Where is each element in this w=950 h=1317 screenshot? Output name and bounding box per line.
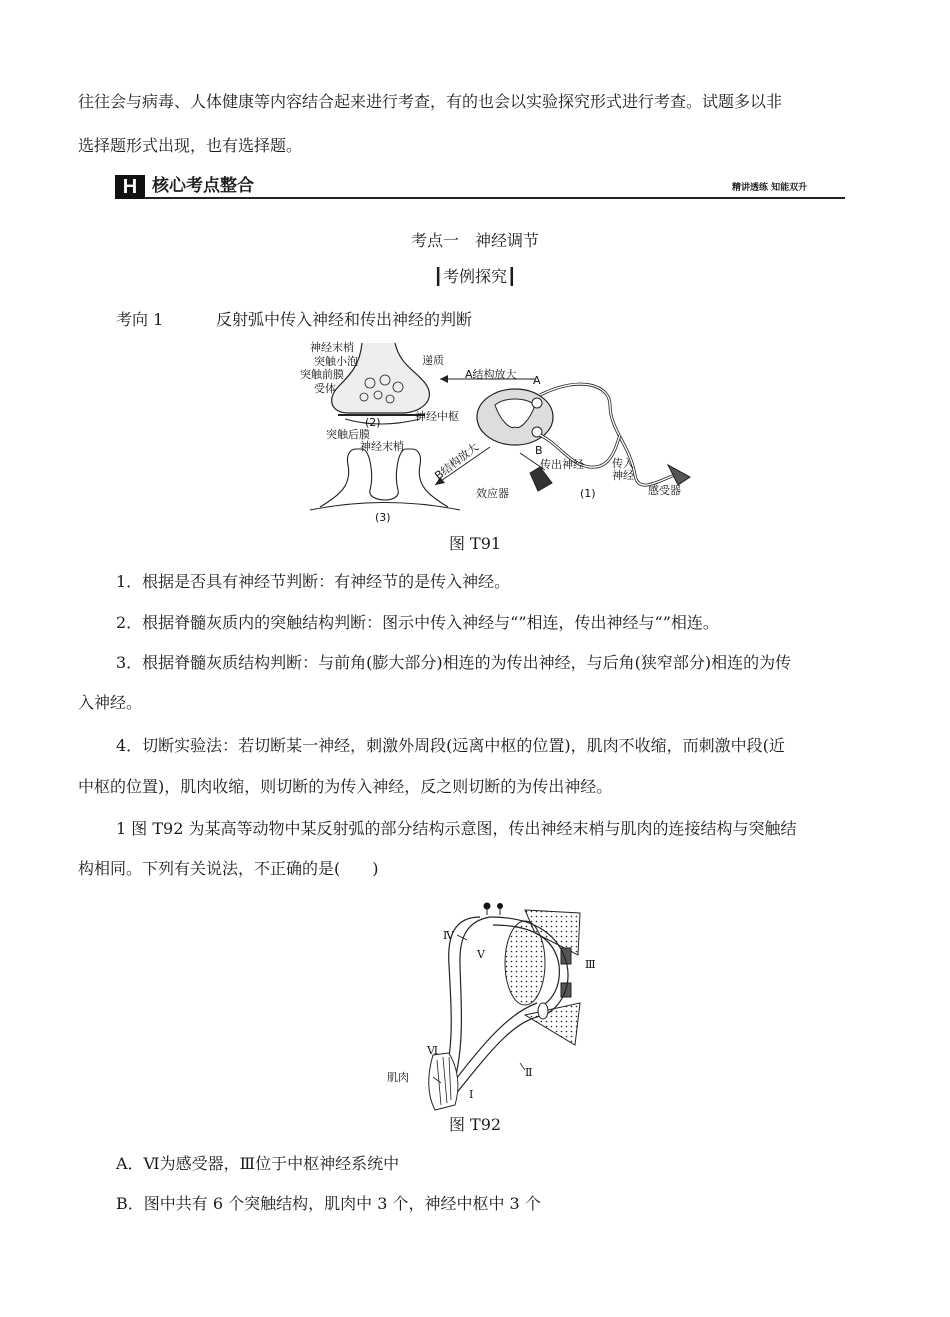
label-v: Ⅴ [477,948,485,961]
label-receptor: 受体 [314,382,336,395]
label-i: Ⅰ [469,1088,474,1101]
intro-line-1: 往往会与病毒、人体健康等内容结合起来进行考查，有的也会以实验探究形式进行考查。试题多以非 [78,92,783,111]
banner-slogan: 精讲透练 知能双升 [732,183,808,193]
label-vesicle: 突触小泡 [314,355,358,368]
label-part-1: (1) [580,487,596,500]
section-letter-badge: H [115,175,145,199]
point-1: 1．根据是否具有神经节判断：有神经节的是传入神经。 [116,572,511,591]
figure-t92 [385,895,615,1115]
label-a: A [533,374,541,387]
banner-divider [145,197,845,199]
section-title: 考点一 神经调节 [410,231,539,250]
banner-title: 核心考点整合 [152,176,254,196]
label-effector: 效应器 [476,487,509,500]
label-nerve-end-2: 神经末梢 [360,440,404,453]
point-4-line-1: 4．切断实验法：若切断某一神经，刺激外周段(远离中枢的位置)，肌肉不收缩，而刺激中段(近 [116,736,785,755]
label-iii: Ⅲ [585,958,596,971]
label-sensor: 感受器 [648,484,681,497]
point-2: 2．根据脊髓灰质内的突触结构判断：图示中传入神经与“”相连，传出神经与“”相连。 [116,613,719,632]
direction-title: 反射弧中传入神经和传出神经的判断 [216,310,473,329]
point-3-line-1: 3．根据脊髓灰质结构判断：与前角(膨大部分)相连的为传出神经，与后角(狭窄部分)相连的为传 [116,653,792,672]
direction-label: 考向 1 [116,310,164,329]
label-center: 神经中枢 [415,410,459,423]
label-iv: Ⅳ [443,929,454,942]
figure-t91 [290,335,710,530]
intro-line-2: 选择题形式出现，也有选择题。 [78,136,303,155]
label-efferent: 传出神经 [540,458,584,471]
label-afferent: 传入神经 [612,457,634,482]
question-line-2: 构相同。下列有关说法，不正确的是( ) [78,859,379,878]
label-transmitter: 递质 [422,354,444,367]
figure-t92-caption: 图 T92 [448,1115,502,1134]
section-subtitle: ┃考例探究┃ [433,267,517,286]
label-pre-membrane: 突触前膜 [300,368,344,381]
label-part-3: (3) [375,511,391,524]
label-b-zoom: B结构放大 [432,440,482,483]
label-post-membrane: 突触后膜 [326,428,370,441]
option-b: B．图中共有 6 个突触结构，肌肉中 3 个，神经中枢中 3 个 [116,1194,541,1213]
point-3-line-2: 入神经。 [78,693,143,712]
point-4-line-2: 中枢的位置)，肌肉收缩，则切断的为传入神经，反之则切断的为传出神经。 [78,777,613,796]
label-ii: Ⅱ [525,1066,533,1079]
label-muscle: 肌肉 [387,1071,409,1084]
label-b: B [535,444,543,457]
figure-t91-caption: 图 T91 [448,534,502,553]
label-nerve-end: 神经末梢 [310,341,354,354]
label-a-zoom: A结构放大 [465,368,517,381]
label-part-2: (2) [365,416,381,429]
label-vi: Ⅵ [427,1044,439,1057]
option-a: A．Ⅵ为感受器，Ⅲ位于中枢神经系统中 [116,1154,400,1173]
question-line-1: 1 图 T92 为某高等动物中某反射弧的部分结构示意图，传出神经末梢与肌肉的连接结构与突触结 [116,819,797,838]
reflex-arc-partial-diagram [385,895,615,1115]
